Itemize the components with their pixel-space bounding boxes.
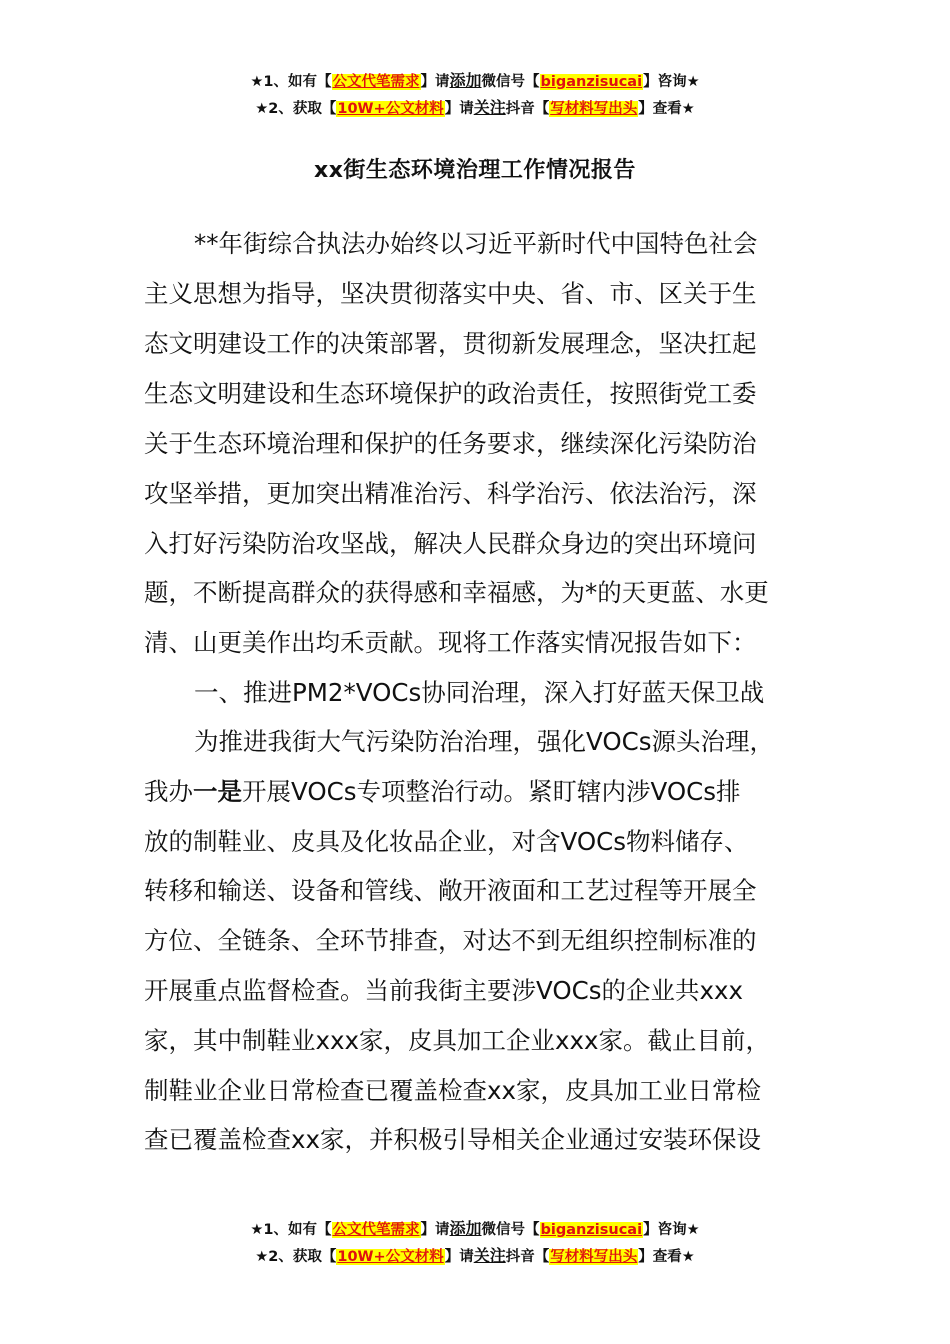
promo-text: 抖音【 xyxy=(505,1249,550,1265)
section-heading: 一、推进PM2*VOCs协同治理，深入打好蓝天保卫战 xyxy=(194,678,765,707)
body-line: 放的制鞋业、皮具及化妆品企业，对含VOCs物料储存、 xyxy=(144,827,749,856)
promo-underline: 关注 xyxy=(473,1246,506,1265)
promo-text: ★2、获取【 xyxy=(255,1249,337,1265)
body-line: 攻坚举措，更加突出精准治污、科学治污、依法治污，深 xyxy=(144,479,757,508)
body-line: 态文明建设工作的决策部署，贯彻新发展理念，坚决扛起 xyxy=(144,329,757,358)
body-line: 查已覆盖检查xx家，并积极引导相关企业通过安装环保设 xyxy=(144,1125,761,1154)
promo-highlight: biganzisucai xyxy=(540,1222,643,1238)
promo-highlight: 写材料写出头 xyxy=(550,1249,638,1265)
body-line: 转移和输送、设备和管线、敞开液面和工艺过程等开展全 xyxy=(144,876,757,905)
promo-text: 】请 xyxy=(420,1222,450,1238)
body-line: 题，不断提高群众的获得感和幸福感，为*的天更蓝、水更 xyxy=(144,578,769,607)
bold-marker: 一是 xyxy=(193,777,242,806)
body-line xyxy=(144,777,740,807)
promo-text: 】请 xyxy=(420,74,450,90)
promo-underline: 添加 xyxy=(449,71,482,90)
body-line: **年街综合执法办始终以习近平新时代中国特色社会 xyxy=(194,229,758,258)
promo-highlight: 公文代笔需求 xyxy=(332,74,420,90)
promo-text: 】咨询★ xyxy=(643,74,700,90)
body-line: 为推进我街大气污染防治治理，强化VOCs源头治理， xyxy=(194,727,774,756)
promo-text: 】请 xyxy=(444,1249,474,1265)
promo-text: 微信号【 xyxy=(481,1222,540,1238)
body-line: 清、山更美作出均禾贡献。现将工作落实情况报告如下： xyxy=(144,628,757,657)
body-line: 主义思想为指导，坚决贯彻落实中央、省、市、区关于生 xyxy=(144,279,757,308)
body-text: 我办 xyxy=(144,777,193,806)
promo-text: 】咨询★ xyxy=(643,1222,700,1238)
promo-text: ★1、如有【 xyxy=(250,74,332,90)
body-line: 生态文明建设和生态环境保护的政治责任，按照街党工委 xyxy=(144,379,757,408)
body-line: 制鞋业企业日常检查已覆盖检查xx家，皮具加工业日常检 xyxy=(144,1076,761,1105)
body-line: 家，其中制鞋业xxx家，皮具加工企业xxx家。截止目前， xyxy=(144,1026,770,1055)
promo-text: ★2、获取【 xyxy=(255,101,337,117)
promo-line-1 xyxy=(0,1216,950,1243)
promo-highlight: biganzisucai xyxy=(540,74,643,90)
body-line: 关于生态环境治理和保护的任务要求，继续深化污染防治 xyxy=(144,429,757,458)
promo-text: 抖音【 xyxy=(505,101,550,117)
body-line: 入打好污染防治攻坚战，解决人民群众身边的突出环境问 xyxy=(144,529,757,558)
promo-highlight: 公文代笔需求 xyxy=(332,1222,420,1238)
promo-line-2 xyxy=(0,1243,950,1270)
promo-line-2 xyxy=(0,95,950,122)
promo-text: 】查看★ xyxy=(638,1249,695,1265)
promo-line-1 xyxy=(0,68,950,95)
body-text: 开展VOCs专项整治行动。紧盯辖内涉VOCs排 xyxy=(242,777,741,806)
document-title: xx街生态环境治理工作情况报告 xyxy=(314,158,636,183)
promo-text: 】请 xyxy=(444,101,474,117)
promo-underline: 添加 xyxy=(449,1219,482,1238)
promo-underline: 关注 xyxy=(473,98,506,117)
promo-text: ★1、如有【 xyxy=(250,1222,332,1238)
body-line: 开展重点监督检查。当前我街主要涉VOCs的企业共xxx xyxy=(144,976,743,1005)
promo-highlight: 10W+公文材料 xyxy=(337,1249,444,1265)
promo-banner-top xyxy=(0,68,950,122)
promo-highlight: 写材料写出头 xyxy=(550,101,638,117)
promo-text: 】查看★ xyxy=(638,101,695,117)
promo-text: 微信号【 xyxy=(481,74,540,90)
promo-highlight: 10W+公文材料 xyxy=(337,101,444,117)
body-line: 方位、全链条、全环节排查，对达不到无组织控制标准的 xyxy=(144,926,757,955)
promo-banner-bottom xyxy=(0,1216,950,1270)
